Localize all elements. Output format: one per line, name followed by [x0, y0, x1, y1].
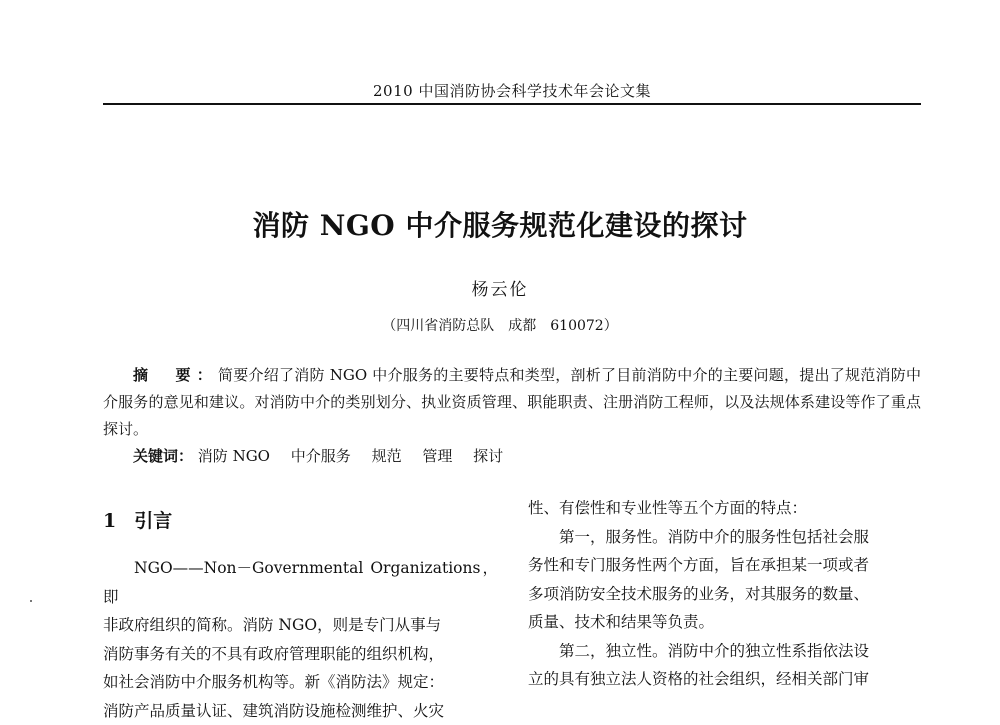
section-heading — [103, 506, 498, 536]
text-line: 如社会消防中介服务机构等。新《消防法》规定： — [103, 668, 498, 697]
text-line: NGO——Non－Governmental Organizations，即 — [103, 554, 498, 611]
keyword: 中介服务 — [291, 447, 351, 465]
text-line: 非政府组织的简称。消防 NGO，则是专门从事与 — [103, 611, 498, 640]
abstract-label: 摘 要： — [133, 366, 218, 384]
text-line: 多项消防安全技术服务的业务，对其服务的数量、 — [528, 580, 921, 609]
text-line: 第一，服务性。消防中介的服务性包括社会服 — [528, 523, 921, 552]
abstract-block — [103, 362, 921, 470]
keywords-label: 关键词： — [133, 447, 193, 465]
text-line: 消防产品质量认证、建筑消防设施检测维护、火灾 — [103, 697, 498, 725]
header-rule — [103, 103, 921, 105]
text-line: 质量、技术和结果等负责。 — [528, 608, 921, 637]
author-affiliation: （四川省消防总队 成都 610072） — [0, 315, 1000, 335]
text-line: 务性和专门服务性两个方面，旨在承担某一项或者 — [528, 551, 921, 580]
intro-paragraph — [103, 554, 498, 725]
text-line: 第二，独立性。消防中介的独立性系指依法设 — [528, 637, 921, 666]
section-title: 引言 — [134, 510, 172, 532]
text-line: 立的具有独立法人资格的社会组织，经相关部门审 — [528, 665, 921, 694]
author-name: 杨云伦 — [0, 275, 1000, 300]
right-column — [528, 494, 921, 694]
paper-title: 消防 NGO 中介服务规范化建设的探讨 — [0, 204, 1000, 244]
section-number: 1 — [103, 510, 116, 532]
keyword: 管理 — [422, 447, 452, 465]
abstract-paragraph — [103, 362, 921, 443]
keyword: 消防 NGO — [198, 447, 270, 465]
scan-artifact — [30, 600, 32, 602]
keyword: 规范 — [372, 447, 402, 465]
left-column — [103, 506, 498, 725]
abstract-text: 简要介绍了消防 NGO 中介服务的主要特点和类型，剖析了目前消防中介的主要问题，提出了规范消防中介服务的意见和建议。对消防中介的类别划分、执业资质管理、职能职责、注册消防工程师，以及法规体系建设等作了重点探讨。 — [103, 366, 921, 438]
right-column-text — [528, 494, 921, 694]
keyword: 探讨 — [473, 447, 503, 465]
keywords-line — [103, 443, 921, 470]
running-header: 2010 中国消防协会科学技术年会论文集 — [103, 80, 921, 101]
continuation-line: 性、有偿性和专业性等五个方面的特点： — [528, 494, 921, 523]
text-line: 消防事务有关的不具有政府管理职能的组织机构， — [103, 640, 498, 669]
